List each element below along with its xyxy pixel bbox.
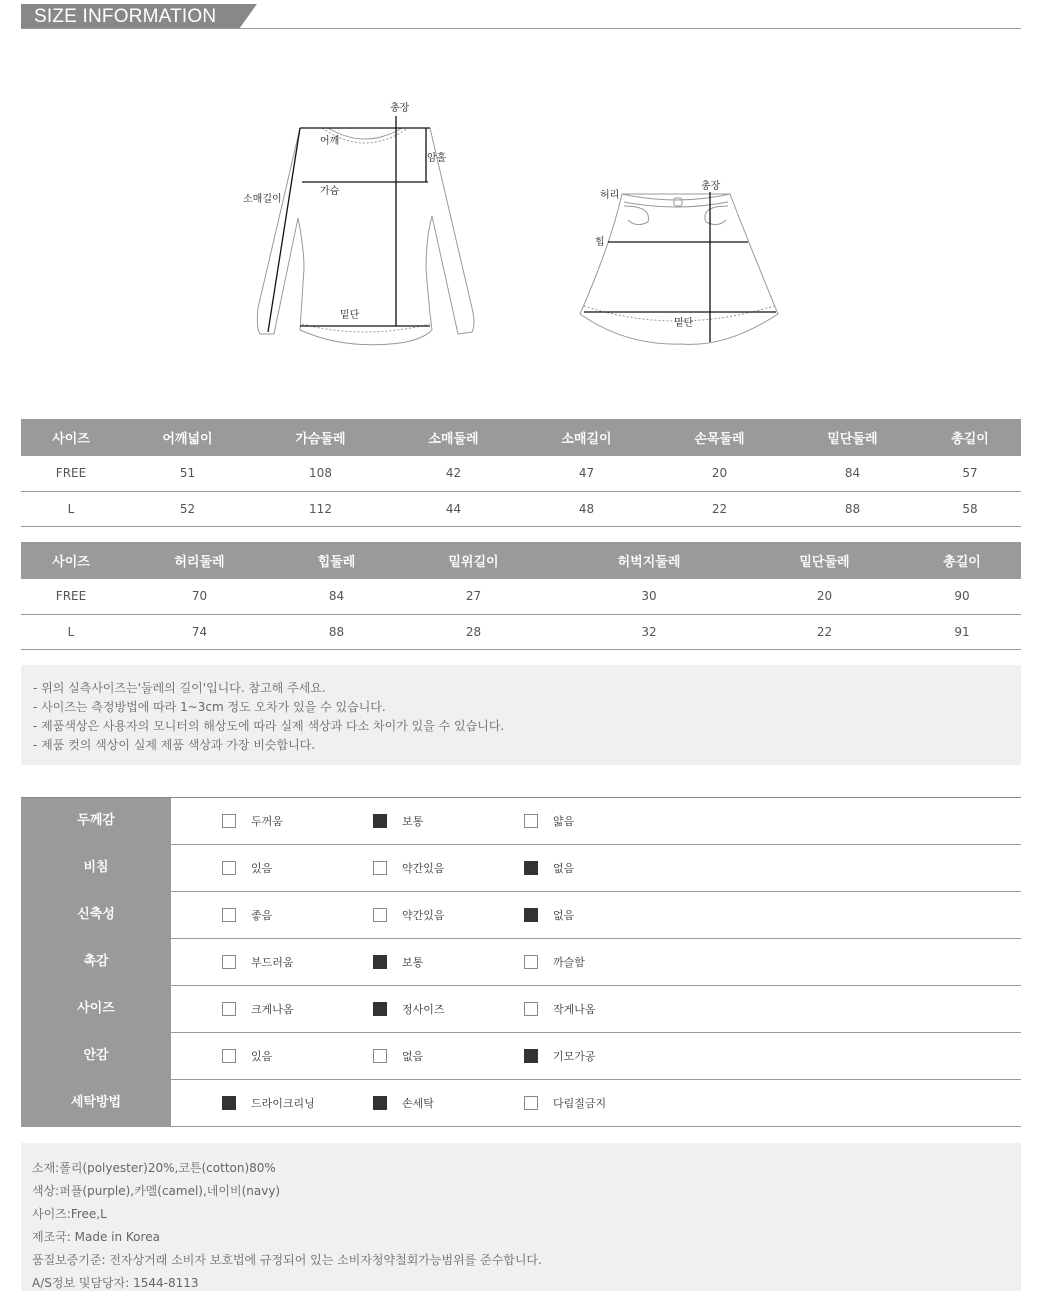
- size-table-top: [21, 419, 1021, 527]
- table-cell: 27: [395, 579, 552, 614]
- table-header-row: [21, 419, 1021, 456]
- fabric-feel-table: [21, 797, 1021, 1127]
- feel-row-thickness: [21, 798, 1021, 845]
- table-header-cell: 가슴둘레: [254, 419, 387, 456]
- option-label: 약간있음: [402, 862, 445, 875]
- table-header-cell: 총길이: [919, 419, 1021, 456]
- label-total-length: 총장: [390, 103, 410, 114]
- option-label: 없음: [402, 1050, 424, 1063]
- hem-stitch: [302, 324, 430, 332]
- option-label: 좋음: [251, 909, 273, 922]
- table-header-row: [21, 542, 1021, 579]
- header-tab-tail: [239, 4, 257, 29]
- table-cell: 74: [121, 614, 278, 649]
- checkbox: [222, 1002, 236, 1016]
- feel-label: 촉감: [21, 939, 171, 985]
- table-cell: 48: [520, 491, 653, 526]
- checkbox-checked: [524, 908, 538, 922]
- table-cell: 22: [653, 491, 786, 526]
- top-garment-diagram: [240, 98, 480, 350]
- option-label: 부드러움: [251, 956, 294, 969]
- section-title: SIZE INFORMATION: [34, 6, 217, 27]
- size-table-bottom: [21, 542, 1021, 650]
- option-label: 까슬함: [553, 956, 585, 969]
- checkbox: [524, 1002, 538, 1016]
- checkbox-checked: [524, 861, 538, 875]
- option-label: 없음: [553, 862, 575, 875]
- note-line: - 위의 실측사이즈는'둘레의 길이'입니다. 참고해 주세요.: [33, 681, 326, 695]
- feel-label: 세탁방법: [21, 1080, 171, 1126]
- checkbox: [222, 955, 236, 969]
- table-cell: 20: [746, 579, 903, 614]
- feel-row-fit: [21, 986, 1021, 1033]
- table-header-cell: 소매길이: [520, 419, 653, 456]
- table-header-cell: 힙둘레: [278, 542, 395, 579]
- table-cell: L: [21, 614, 121, 649]
- info-line: 색상:퍼플(purple),카멜(camel),네이비(navy): [32, 1184, 281, 1198]
- skirt-label-hem: 밑단: [674, 318, 694, 329]
- checkbox-checked: [373, 1002, 387, 1016]
- option-label: 손세탁: [402, 1097, 434, 1110]
- table-cell: 58: [919, 491, 1021, 526]
- skirt-label-hip: 힙: [595, 237, 605, 248]
- checkbox: [222, 1049, 236, 1063]
- checkbox: [222, 861, 236, 875]
- table-cell: 47: [520, 456, 653, 491]
- option-label: 두꺼움: [251, 815, 283, 828]
- option-label: 크게나옴: [251, 1003, 294, 1016]
- waistband: [622, 194, 730, 207]
- table-cell: 91: [903, 614, 1021, 649]
- feel-label: 두께감: [21, 798, 171, 844]
- option-label: 약간있음: [402, 909, 445, 922]
- table-row: [21, 579, 1021, 614]
- info-line: 품질보증기준: 전자상거래 소비자 보호법에 규정되어 있는 소비자청약철회가능범위를 준수합니다.: [32, 1253, 542, 1267]
- checkbox-checked: [373, 814, 387, 828]
- checkbox: [222, 908, 236, 922]
- option-label: 보통: [402, 815, 424, 828]
- table-cell: L: [21, 491, 121, 526]
- button: [674, 198, 682, 206]
- option-label: 없음: [553, 909, 575, 922]
- table-cell: 22: [746, 614, 903, 649]
- feel-row-washing: [21, 1080, 1021, 1127]
- feel-label: 비침: [21, 845, 171, 891]
- info-line: A/S정보 및담당자: 1544-8113: [32, 1276, 199, 1290]
- feel-row-stretch: [21, 892, 1021, 939]
- table-cell: 42: [387, 456, 520, 491]
- feel-row-lining: [21, 1033, 1021, 1080]
- checkbox: [373, 861, 387, 875]
- option-label: 보통: [402, 956, 424, 969]
- table-header-cell: 어깨넓이: [121, 419, 254, 456]
- product-info: [21, 1143, 1021, 1291]
- table-header-cell: 허리둘레: [121, 542, 278, 579]
- pocket-left: [624, 206, 649, 225]
- table-header-cell: 사이즈: [21, 419, 121, 456]
- table-row: [21, 614, 1021, 649]
- table-cell: 57: [919, 456, 1021, 491]
- note-line: - 제품색상은 사용자의 모니터의 해상도에 따라 실제 색상과 다소 차이가 있을 수 있습니다.: [33, 719, 505, 733]
- table-cell: 70: [121, 579, 278, 614]
- option-label: 얇음: [553, 815, 575, 828]
- table-row: [21, 456, 1021, 491]
- checkbox-checked: [222, 1096, 236, 1110]
- label-chest: 가슴: [320, 186, 340, 197]
- table-cell: 20: [653, 456, 786, 491]
- checkbox: [373, 1049, 387, 1063]
- option-label: 있음: [251, 862, 273, 875]
- table-cell: 51: [121, 456, 254, 491]
- checkbox: [222, 814, 236, 828]
- feel-row-sheerness: [21, 845, 1021, 892]
- label-sleeve-length: 소매길이: [243, 194, 282, 205]
- checkbox: [524, 1096, 538, 1110]
- table-header-cell: 밑위길이: [395, 542, 552, 579]
- table-header-cell: 밑단둘레: [746, 542, 903, 579]
- table-cell: 44: [387, 491, 520, 526]
- label-shoulder: 어깨: [320, 136, 340, 147]
- skirt-label-total-length: 총장: [701, 181, 721, 192]
- table-cell: 108: [254, 456, 387, 491]
- table-header-cell: 사이즈: [21, 542, 121, 579]
- table-header-cell: 총길이: [903, 542, 1021, 579]
- info-line: 제조국: Made in Korea: [32, 1230, 160, 1244]
- option-label: 기모가공: [553, 1050, 596, 1063]
- checkbox-checked: [373, 1096, 387, 1110]
- info-line: 사이즈:Free,L: [32, 1207, 107, 1221]
- option-label: 드라이크리닝: [251, 1097, 315, 1110]
- table-cell: 52: [121, 491, 254, 526]
- skirt-label-waist: 허리: [600, 190, 620, 201]
- size-notes: [21, 665, 1021, 765]
- checkbox: [524, 955, 538, 969]
- label-armhole: 암홀: [427, 153, 447, 164]
- table-header-cell: 허벅지둘레: [552, 542, 746, 579]
- table-cell: 112: [254, 491, 387, 526]
- info-line: 소재:폴리(polyester)20%,코튼(cotton)80%: [32, 1161, 276, 1175]
- skirt-diagram: [576, 176, 786, 348]
- table-header-cell: 소매둘레: [387, 419, 520, 456]
- table-cell: FREE: [21, 456, 121, 491]
- feel-label: 신축성: [21, 892, 171, 938]
- option-label: 다림질금지: [553, 1097, 607, 1110]
- feel-label: 안감: [21, 1033, 171, 1079]
- feel-label: 사이즈: [21, 986, 171, 1032]
- checkbox-checked: [524, 1049, 538, 1063]
- table-cell: 90: [903, 579, 1021, 614]
- note-line: - 사이즈는 측정방법에 따라 1~3cm 정도 오차가 있을 수 있습니다.: [33, 700, 386, 714]
- option-label: 있음: [251, 1050, 273, 1063]
- table-cell: 88: [786, 491, 919, 526]
- table-cell: 28: [395, 614, 552, 649]
- label-hem: 밑단: [340, 310, 360, 321]
- note-line: - 제품 컷의 색상이 실제 제품 색상과 가장 비슷합니다.: [33, 738, 316, 752]
- section-header: [21, 4, 1021, 29]
- pocket-right: [705, 206, 728, 225]
- option-label: 정사이즈: [402, 1003, 445, 1016]
- table-cell: 84: [786, 456, 919, 491]
- table-cell: 84: [278, 579, 395, 614]
- table-row: [21, 491, 1021, 526]
- header-rule: [21, 28, 1021, 29]
- checkbox: [524, 814, 538, 828]
- table-header-cell: 손목둘레: [653, 419, 786, 456]
- option-label: 작게나옴: [553, 1003, 596, 1016]
- checkbox: [373, 908, 387, 922]
- table-cell: 88: [278, 614, 395, 649]
- table-cell: FREE: [21, 579, 121, 614]
- checkbox-checked: [373, 955, 387, 969]
- feel-row-touch: [21, 939, 1021, 986]
- table-header-cell: 밑단둘레: [786, 419, 919, 456]
- table-cell: 32: [552, 614, 746, 649]
- table-cell: 30: [552, 579, 746, 614]
